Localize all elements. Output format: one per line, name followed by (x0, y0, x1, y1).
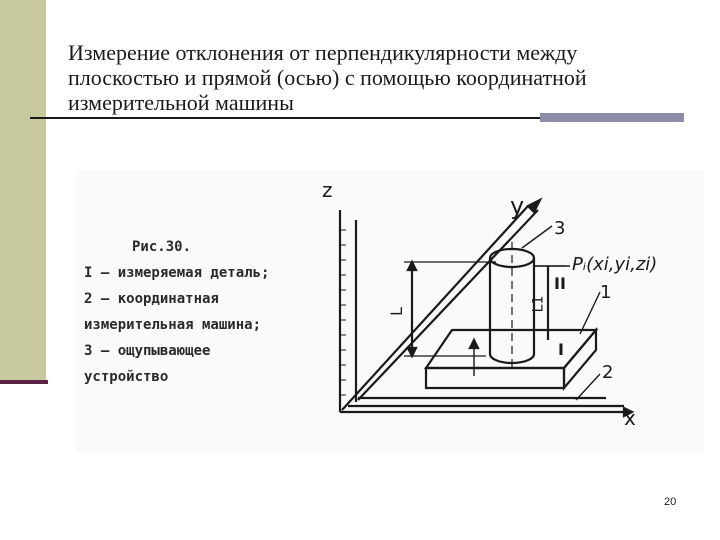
caption-title: Рис.30. (132, 239, 192, 255)
axis-z-label: z (322, 178, 333, 202)
label-II: II (554, 274, 566, 293)
title-accent-bar (540, 113, 684, 122)
page-number: 20 (664, 496, 677, 508)
probe-label: 3 (554, 218, 566, 239)
dim-L-arrow-bottom (408, 348, 416, 356)
y-axis-guide-inner (358, 210, 538, 400)
figure-caption (84, 234, 324, 390)
label-2: 2 (602, 362, 614, 383)
point-label: Pᵢ(xi,yi,zi) (572, 254, 658, 275)
y-axis-guide (342, 206, 528, 410)
axis-y-label: y (510, 192, 525, 220)
part-plate-side (564, 330, 596, 388)
measurement-figure (76, 170, 704, 452)
dim-L-arrow-top (408, 262, 416, 270)
label-I: I (558, 340, 564, 359)
caption-line: I – измеряемая деталь; (84, 265, 270, 281)
machine-leader (576, 374, 600, 400)
caption-line: устройство (84, 369, 169, 385)
left-bar-edge (0, 380, 48, 384)
caption-line: 2 – координатная (84, 291, 219, 307)
slide-title: Измерение отклонения от перпендикулярности между плоскостью и прямой (осью) с помощью координатной измерительной машины (68, 40, 587, 115)
caption-line: измерительная машина; (84, 317, 262, 333)
probe-leader (522, 226, 552, 248)
part-plate-front (426, 368, 564, 388)
dim-L1-label: L1 (530, 295, 547, 313)
dim-L-label: L (386, 307, 406, 316)
label-1: 1 (600, 282, 612, 303)
axis-x-label: x (624, 406, 636, 430)
title-underline (30, 117, 542, 119)
measure-arrow-head (470, 340, 478, 348)
left-decorative-bar (0, 0, 46, 383)
caption-line: 3 – ощупывающее (84, 343, 211, 359)
